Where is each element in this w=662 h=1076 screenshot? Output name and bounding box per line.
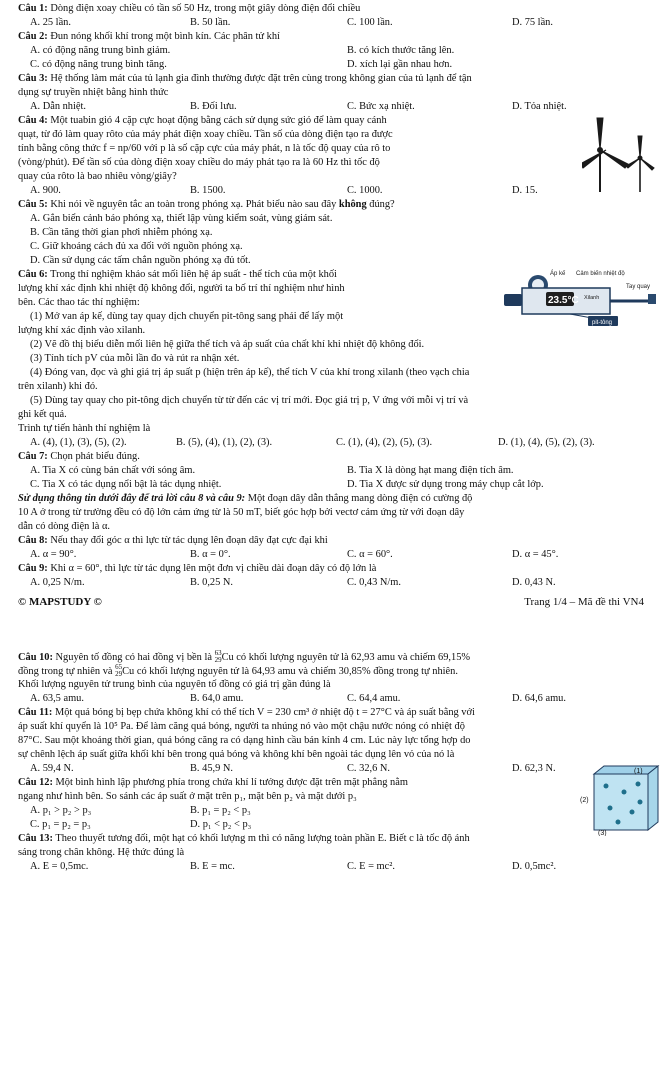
q8-option-a[interactable]: A. α = 90°. [30, 549, 77, 560]
q5-option-c[interactable]: C. Giữ khoảng cách đủ xa đối với nguồn phóng xạ. [30, 241, 243, 252]
q6-stem-cont: bên. Các thao tác thí nghiệm: [18, 297, 140, 308]
footer-brand: © MAPSTUDY © [18, 596, 102, 608]
q10-stem-cont: Khối lượng nguyên tử trung bình của nguyên tố đồng có giá trị gần đúng là [18, 679, 331, 690]
shared-info-cont: dẫn có dòng điện là α. [18, 521, 111, 532]
q1-option-d[interactable]: D. 75 lần. [512, 17, 553, 28]
q6-step-5: (5) Dùng tay quay cho pit-tông dịch chuyển từ từ đến các vị trí mới. Đọc giá trị p, V ứng với mỗi vị trí và [30, 395, 469, 406]
q1-option-a[interactable]: A. 25 lần. [30, 17, 71, 28]
q10-option-b[interactable]: B. 64,0 amu. [190, 693, 244, 704]
q7-option-c[interactable]: C. Tia X có tác dụng nổi bật là tác dụng nhiệt. [30, 479, 222, 490]
q11-option-c[interactable]: C. 32,6 N. [347, 763, 391, 774]
q11-stem: Câu 11: Một quả bóng bị bẹp chứa không khí có thể tích V = 230 cm³ ở nhiệt độ t = 27°C và áp suất bằng với [18, 707, 475, 718]
q12-option-c[interactable]: C. p₁ = p₂ = p₃ [30, 819, 91, 830]
sensor-label: Cảm biến nhiệt độ [576, 271, 625, 277]
q3-option-b[interactable]: B. Đối lưu. [190, 101, 237, 112]
face-3-label: (3) [598, 830, 607, 836]
footer-page-number: Trang 1/4 – Mã đề thi VN4 [524, 596, 644, 608]
q12-stem-cont: ngang như hình bên. So sánh các áp suất ở mặt trên p₁, mặt bên p₂ và mặt dưới p₃ [18, 791, 357, 802]
q13-option-c[interactable]: C. E = mc². [347, 861, 395, 872]
q4-stem-cont: tính bằng công thức f = np/60 với p là số cặp cực của máy phát, n là tốc độ quay của rô to [18, 143, 391, 154]
gas-apparatus-figure [500, 266, 658, 332]
q9-option-b[interactable]: B. 0,25 N. [190, 577, 234, 588]
q3-option-c[interactable]: C. Bức xạ nhiệt. [347, 101, 415, 112]
q1-option-b[interactable]: B. 50 lần. [190, 17, 231, 28]
q6-option-d[interactable]: D. (1), (4), (5), (2), (3). [498, 437, 595, 448]
q4-option-c[interactable]: C. 1000. [347, 185, 383, 196]
q10-option-d[interactable]: D. 64,6 amu. [512, 693, 566, 704]
gas-cube-figure [578, 762, 660, 836]
q4-stem-cont: (vòng/phút). Để tần số của dòng điện xoay chiều do máy phát tạo ra là 60 Hz thì tốc độ [18, 157, 380, 168]
q3-option-a[interactable]: A. Dẫn nhiệt. [30, 101, 86, 112]
q11-option-d[interactable]: D. 62,3 N. [512, 763, 556, 774]
gauge-label: Áp kế [550, 271, 566, 277]
q8-option-b[interactable]: B. α = 0°. [190, 549, 231, 560]
q11-stem-cont: sự chênh lệch áp suất giữa khối khí bên trong quả bóng và không khí bên ngoài tác dụng lên vỏ của nó là [18, 749, 455, 760]
q13-stem: Câu 13: Theo thuyết tương đối, một hạt có khối lượng m thì có năng lượng toàn phần E. Biết c là tốc độ ánh [18, 833, 470, 844]
q2-option-d[interactable]: D. xích lại gần nhau hơn. [347, 59, 453, 70]
q9-option-c[interactable]: C. 0,43 N/m. [347, 577, 401, 588]
q13-stem-cont: sáng trong chân không. Hệ thức đúng là [18, 847, 185, 858]
q8-stem: Câu 8: Nếu thay đổi góc α thì lực từ tác dụng lên đoạn dây đạt cực đại khi [18, 535, 328, 546]
q4-stem: Câu 4: Một tuabin gió 4 cặp cực hoạt động bằng cách sử dụng sức gió để làm quay cánh [18, 115, 387, 126]
q6-step-3: (3) Tính tích pV của mỗi lần đo và rút ra nhận xét. [30, 353, 240, 364]
q13-option-a[interactable]: A. E = 0,5mc. [30, 861, 89, 872]
piston-label: pit-tông [592, 320, 613, 326]
q12-option-a[interactable]: A. p₁ > p₂ > p₃ [30, 805, 92, 816]
q2-stem: Câu 2: Đun nóng khối khí trong một bình kín. Các phân tử khí [18, 31, 280, 42]
q6-option-c[interactable]: C. (1), (4), (2), (5), (3). [336, 437, 433, 448]
q10-option-c[interactable]: C. 64,4 amu. [347, 693, 401, 704]
q4-option-b[interactable]: B. 1500. [190, 185, 226, 196]
q6-option-a[interactable]: A. (4), (1), (3), (5), (2). [30, 437, 127, 448]
face-2-label: (2) [580, 797, 589, 804]
q11-option-b[interactable]: B. 45,9 N. [190, 763, 234, 774]
q6-order-prompt: Trình tự tiến hành thí nghiệm là [18, 423, 151, 434]
q12-option-d[interactable]: D. p₁ < p₂ < p₃ [190, 819, 252, 830]
q4-option-a[interactable]: A. 900. [30, 185, 61, 196]
q8-option-d[interactable]: D. α = 45°. [512, 549, 559, 560]
q4-stem-cont: quay của rôto là bao nhiêu vòng/giây? [18, 171, 177, 182]
q10-option-a[interactable]: A. 63,5 amu. [30, 693, 84, 704]
q12-option-b[interactable]: B. p₁ = p₂ < p₃ [190, 805, 251, 816]
q4-stem-cont: quạt, từ đó làm quay rôto của máy phát điện xoay chiều. Tần số của dòng điện tạo ra được [18, 129, 393, 140]
q5-stem: Câu 5: Khi nói về nguyên tắc an toàn trong phóng xạ. Phát biểu nào sau đây không đúng? [18, 199, 395, 210]
q6-stem: Câu 6: Trong thí nghiệm khảo sát mối liên hệ áp suất - thể tích của một khối [18, 269, 337, 280]
q6-stem-cont: lượng khí xác định khi nhiệt độ không đổi, người ta bố trí thí nghiệm như hình [18, 283, 345, 294]
q11-stem-cont: 87°C. Sau một khoảng thời gian, quả bóng căng ra có dạng hình cầu bán kính 4 cm. Lúc này lực tổng hợp do [18, 735, 471, 746]
handle-label: Tay quay [626, 284, 651, 290]
q6-step-1: (1) Mở van áp kế, dùng tay quay dịch chuyển pit-tông sang phải để lấy một [30, 311, 344, 322]
q2-option-b[interactable]: B. có kích thước tăng lên. [347, 45, 455, 56]
q6-step-4-cont: trên xilanh) khi đó. [18, 381, 98, 392]
q7-option-d[interactable]: D. Tia X được sử dụng trong máy chụp cắt lớp. [347, 479, 544, 490]
q9-option-a[interactable]: A. 0,25 N/m. [30, 577, 85, 588]
q13-option-b[interactable]: B. E = mc. [190, 861, 235, 872]
q6-step-2: (2) Vẽ đồ thị biểu diễn mối liên hệ giữa thể tích và áp suất của chất khí khi nhiệt độ không đổi. [30, 339, 425, 350]
q1-option-c[interactable]: C. 100 lần. [347, 17, 393, 28]
cylinder-label: Xilanh [584, 295, 600, 301]
q2-option-a[interactable]: A. có động năng trung bình giảm. [30, 45, 171, 56]
q5-option-b[interactable]: B. Cần tăng thời gian phơi nhiễm phóng xạ. [30, 227, 213, 238]
q6-step-4: (4) Đóng van, đọc và ghi giá trị áp suất p (hiện trên áp kế), thể tích V của khí trong xilanh (theo vạch chia [30, 367, 470, 378]
q13-option-d[interactable]: D. 0,5mc². [512, 861, 557, 872]
q2-option-c[interactable]: C. có động năng trung bình tăng. [30, 59, 167, 70]
q3-stem-cont: dụng sự truyền nhiệt bằng hình thức [18, 87, 169, 98]
q11-option-a[interactable]: A. 59,4 N. [30, 763, 74, 774]
shared-info-cont: 10 A ở trong từ trường đều có độ lớn cảm ứng từ là 50 mT, biết góc hợp bởi vectơ cảm ứng từ với đoạn dây [18, 507, 465, 518]
q10-stem: Câu 10: Nguyên tố đồng có hai đồng vị bền là 63 29Cu có khối lượng nguyên tử là 62,93 amu và chiếm 69,15% [18, 649, 471, 664]
q12-stem: Câu 12: Một bình hình lập phương phía trong chứa khí lí tưởng được đặt trên mặt phẳng nằm [18, 777, 408, 788]
q6-step-1-cont: lượng khí xác định vào xilanh. [18, 325, 146, 336]
q7-stem: Câu 7: Chọn phát biểu đúng. [18, 451, 140, 462]
question-label: Câu 1: [18, 3, 48, 14]
q7-option-b[interactable]: B. Tia X là dòng hạt mang điện tích âm. [347, 465, 514, 476]
wind-turbine-figure [582, 112, 656, 194]
q5-option-a[interactable]: A. Gắn biển cảnh báo phóng xạ, thiết lập vùng kiểm soát, vùng giám sát. [30, 213, 333, 224]
q6-step-5-cont: ghi kết quả. [18, 409, 67, 420]
q9-option-d[interactable]: D. 0,43 N. [512, 577, 556, 588]
face-1-label: (1) [634, 768, 643, 775]
q11-stem-cont: áp suất khí quyển là 10⁵ Pa. Để làm căng quả bóng, người ta nhúng nó vào một chậu nước nóng có nhiệt độ [18, 721, 465, 732]
crank-handle-icon [648, 294, 656, 304]
q8-option-c[interactable]: C. α = 60°. [347, 549, 393, 560]
page-footer [18, 596, 652, 609]
shared-info: Sử dụng thông tin dưới đây để trả lời câu 8 và câu 9: Một đoạn dây dẫn thẳng mang dòng điện có cường độ [18, 493, 473, 504]
q3-option-d[interactable]: D. Tỏa nhiệt. [512, 101, 567, 112]
q9-stem: Câu 9: Khi α = 60°, thì lực từ tác dụng lên một đơn vị chiều dài đoạn dây có độ lớn là [18, 563, 377, 574]
q7-option-a[interactable]: A. Tia X có cùng bản chất với sóng âm. [30, 465, 196, 476]
q3-stem: Câu 3: Hệ thống làm mát của tủ lạnh gia đình thường được đặt trên cùng trong không gian của tủ lạnh để tận [18, 73, 472, 84]
q1-stem: Câu 1: Dòng điện xoay chiều có tần số 50 Hz, trong một giây dòng điện đổi chiều [18, 3, 361, 14]
q5-option-d[interactable]: D. Cần sử dụng các tấm chắn nguồn phóng xạ đủ tốt. [30, 255, 251, 266]
q10-stem-cont: đồng trong tự nhiên và 65 29Cu có khối lượng nguyên tử là 64,93 amu và chiếm 30,85% đồng trong tự nhiên. [18, 663, 458, 678]
q4-option-d[interactable]: D. 15. [512, 185, 538, 196]
q6-option-b[interactable]: B. (5), (4), (1), (2), (3). [176, 437, 273, 448]
temperature-readout: 23.5°C [548, 295, 579, 306]
